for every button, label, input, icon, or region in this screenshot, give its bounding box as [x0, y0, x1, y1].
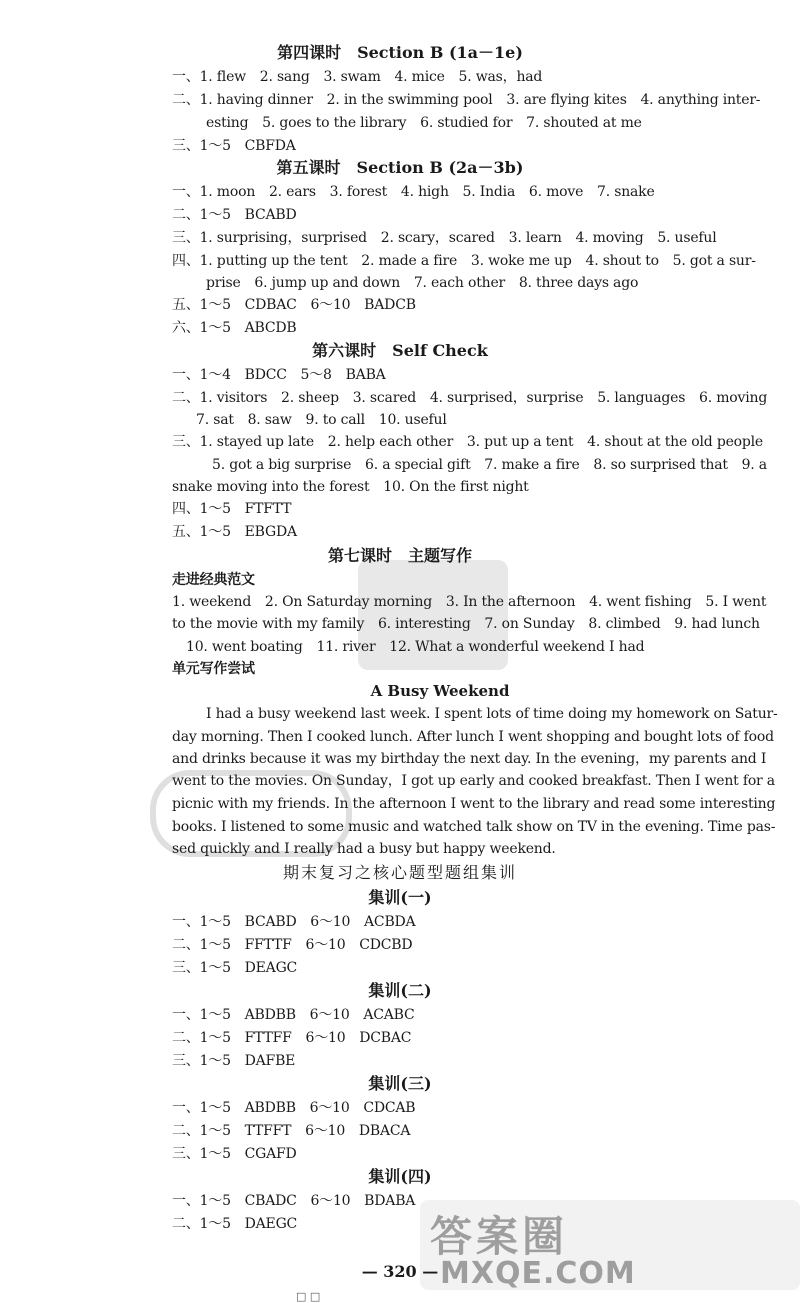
lesson6-heading: 第六课时 Self Check	[312, 341, 488, 360]
group-heading: 集训(三)	[368, 1074, 432, 1093]
essay-line: sed quickly and I really had a busy but happy weekend.	[172, 841, 556, 857]
answer-line: 四、1～5 FTFTT	[172, 501, 292, 517]
answer-line: 一、1～5 CBADC 6～10 BDABA	[172, 1193, 416, 1209]
answer-line: to the movie with my family 6. interesting 7. on Sunday 8. climbed 9. had lunch	[172, 616, 760, 632]
footer-mark: □ □	[296, 1290, 321, 1303]
essay-line: went to the movies. On Sunday，I got up early and cooked breakfast. Then I went for a	[172, 773, 775, 789]
section-subheading: 走进经典范文	[172, 572, 255, 588]
lesson7-heading: 第七课时 主题写作	[327, 546, 472, 565]
essay-line: books. I listened to some music and watched talk show on TV in the evening. Time pas-	[172, 819, 776, 835]
answer-line: 二、1～5 FTTFF 6～10 DCBAC	[172, 1030, 412, 1046]
answer-line: 五、1～5 EBGDA	[172, 524, 297, 540]
answer-line: 一、1～5 ABDBB 6～10 CDCAB	[172, 1100, 416, 1116]
answer-line: 三、1～5 CGAFD	[172, 1146, 297, 1162]
answer-line: 二、1～5 DAEGC	[172, 1216, 298, 1232]
lesson5-heading: 第五课时 Section B (2a－3b)	[276, 158, 524, 177]
answer-line: 一、1～5 ABDBB 6～10 ACABC	[172, 1007, 415, 1023]
answer-line: 三、1. surprising，surprised 2. scary，scared 3. learn 4. moving 5. useful	[172, 230, 717, 246]
essay-line: I had a busy weekend last week. I spent lots of time doing my homework on Satur-	[206, 706, 778, 722]
answer-line: 二、1. visitors 2. sheep 3. scared 4. surprised，surprise 5. languages 6. moving	[172, 390, 768, 406]
answer-line: 三、1～5 DEAGC	[172, 960, 298, 976]
group-heading: 集训(一)	[368, 888, 432, 907]
answer-line: 六、1～5 ABCDB	[172, 320, 297, 336]
essay-line: and drinks because it was my birthday the next day. In the evening，my parents and I	[172, 751, 767, 767]
answer-line: 1. weekend 2. On Saturday morning 3. In the afternoon 4. went fishing 5. I went	[172, 594, 767, 610]
lesson4-heading: 第四课时 Section B (1a－1e)	[277, 43, 523, 62]
answer-line: 二、1. having dinner 2. in the swimming pool 3. are flying kites 4. anything inter-	[172, 92, 761, 108]
answer-line: 一、1. moon 2. ears 3. forest 4. high 5. India 6. move 7. snake	[172, 184, 655, 200]
group-heading: 集训(四)	[368, 1167, 432, 1186]
answer-line: 三、1～5 DAFBE	[172, 1053, 296, 1069]
answer-line: 5. got a big surprise 6. a special gift 7. make a fire 8. so surprised that 9. a	[212, 457, 767, 473]
group-heading: 集训(二)	[368, 981, 432, 1000]
answer-line: 二、1～5 BCABD	[172, 207, 297, 223]
answer-line: esting 5. goes to the library 6. studied for 7. shouted at me	[206, 115, 642, 131]
essay-line: day morning. Then I cooked lunch. After lunch I went shopping and bought lots of food	[172, 729, 774, 745]
review-title: 期末复习之核心题型题组集训	[282, 863, 517, 882]
page-number: — 320 —	[361, 1262, 439, 1281]
answer-line: 三、1～5 CBFDA	[172, 138, 296, 154]
answer-line: 二、1～5 FFTTF 6～10 CDCBD	[172, 937, 413, 953]
answer-line: 一、1. flew 2. sang 3. swam 4. mice 5. was，had	[172, 69, 543, 85]
essay-line: picnic with my friends. In the afternoon I went to the library and read some interesting	[172, 796, 776, 812]
answer-line: 一、1～5 BCABD 6～10 ACBDA	[172, 914, 416, 930]
answer-line: 10. went boating 11. river 12. What a wonderful weekend I had	[186, 639, 645, 655]
essay-title: A Busy Weekend	[370, 682, 510, 700]
watermark-text: 答案圈	[430, 1212, 569, 1261]
answer-line: prise 6. jump up and down 7. each other 8. three days ago	[206, 275, 639, 291]
answer-line: 7. sat 8. saw 9. to call 10. useful	[196, 412, 447, 428]
answer-line: snake moving into the forest 10. On the first night	[172, 479, 529, 495]
section-subheading: 单元写作尝试	[172, 661, 255, 677]
watermark-url: MXQE.COM	[440, 1256, 636, 1291]
answer-line: 五、1～5 CDBAC 6～10 BADCB	[172, 297, 416, 313]
answer-line: 一、1～4 BDCC 5～8 BABA	[172, 367, 386, 383]
answer-line: 二、1～5 TTFFT 6～10 DBACA	[172, 1123, 411, 1139]
answer-line: 三、1. stayed up late 2. help each other 3. put up a tent 4. shout at the old people	[172, 434, 764, 450]
answer-line: 四、1. putting up the tent 2. made a fire 3. woke me up 4. shout to 5. got a sur-	[172, 253, 756, 269]
